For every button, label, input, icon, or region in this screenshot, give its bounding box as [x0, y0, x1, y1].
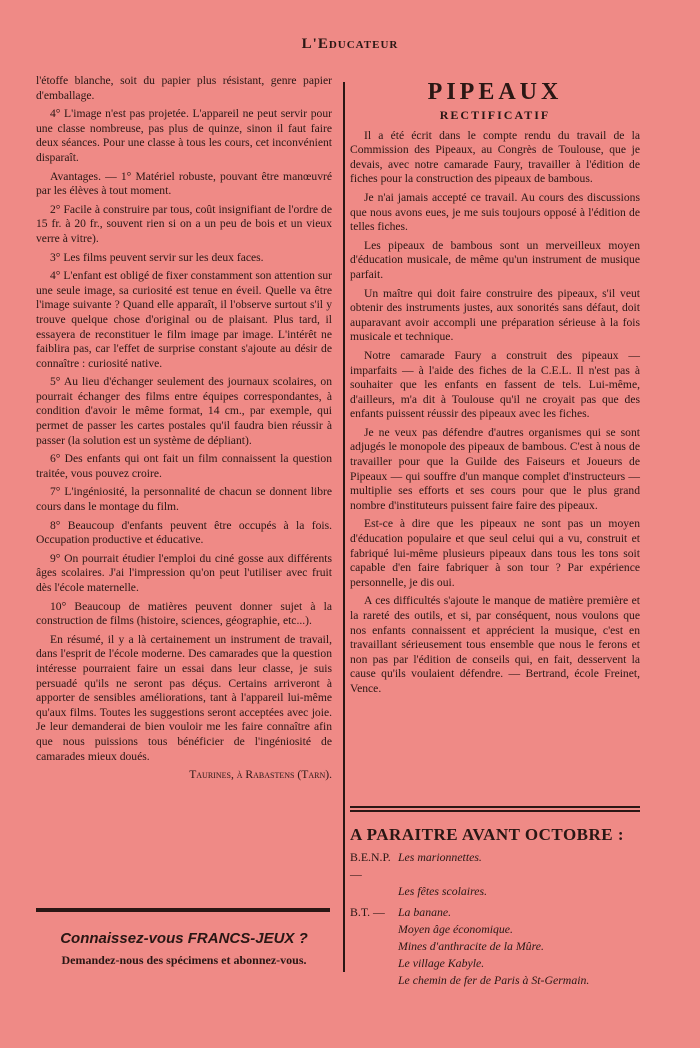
- left-signature: Taurines, à Rabastens (Tarn).: [189, 768, 332, 782]
- benp-item: Les marionnettes.: [398, 850, 482, 864]
- left-paragraph: 10° Beaucoup de matières peuvent donner sujet à la construction de films (histoire, sciences, géographie, etc...).: [36, 599, 332, 628]
- article-subtitle: RECTIFICATIF: [439, 108, 551, 122]
- left-paragraph: 8° Beaucoup d'enfants peuvent être occupés à la fois. Occupation productive et éducative.: [36, 518, 332, 547]
- right-paragraph: Notre camarade Faury a construit des pipeaux — imparfaits — à l'aide des fiches de la C.E.L. Il n'est pas à souhaiter que les enfants en fassent de tels. Lui-même, d'ailleurs, m'a dit à Toulouse qu'il ne croyait pas que des enfants puissent réussir des pipeaux avec les fiches.: [350, 348, 640, 421]
- left-paragraph: 6° Des enfants qui ont fait un film connaissent la question traitée, vous pouvez croire.: [36, 452, 332, 480]
- right-paragraph: Il a été écrit dans le compte rendu du travail de la Commission des Pipeaux, au Congrès de Toulouse, que je devais, avec notre camarade Faury, travailler à l'édition de fiches pour la construction des pipeaux de bambous.: [350, 128, 640, 186]
- benp-label: B.E.N.P. —: [350, 850, 391, 881]
- article-title: PIPEAUX: [427, 79, 563, 105]
- bt-item: La banane.: [398, 905, 452, 919]
- benp-row: [350, 849, 650, 883]
- right-column: [350, 74, 640, 701]
- left-paragraph: 4° L'enfant est obligé de fixer constamment son attention sur une seule image, sa curiosité est tenue en éveil. Quelle va être l'image suivante ? Quand elle apparaît, il l'observe surtout s'il y trouve quelque chose d'original ou de plaisant. Plus tard, il essayera de reconstituer le film image par image. L'intérêt ne faiblira pas, car l'effet de surprise constant s'ajoute au désir de connaître : curiosité native.: [36, 269, 333, 370]
- left-paragraph: En résumé, il y a là certainement un instrument de travail, dans l'esprit de l'école moderne. Des camarades que la question intéresse pourraient faire un essai dans leur classe, je suis persuadé qu'ils ne seront pas déçus. Certains arriveront à apporter de sensibles améliorations, tant à l'appareil lui-même qu'aux films. Toutes les suggestions seront acceptées avec joie. Je leur demanderai de bien vouloir me les faire connaître afin que nous puissions tous bénéficier de l'ingéniosité de camarades mieux doués.: [36, 632, 332, 763]
- bt-label: B.T. —: [350, 905, 385, 919]
- column-divider: [343, 82, 345, 972]
- benp-item: Les fêtes scolaires.: [398, 884, 488, 898]
- forthcoming-list: [350, 826, 650, 989]
- left-paragraph: l'étoffe blanche, soit du papier plus résistant, genre papier d'emballage.: [36, 74, 332, 102]
- right-paragraph: Un maître qui doit faire construire des pipeaux, s'il veut obtenir des instruments justes, aux sonorités sans défaut, doit auparavant avoir accompli une préparation sérieuse à la fois musicale et technique.: [350, 286, 640, 344]
- francs-jeux-ad: [36, 930, 332, 968]
- left-bottom-rule: [36, 908, 330, 912]
- bt-item: Mines d'anthracite de la Mûre.: [398, 939, 544, 953]
- left-paragraph: 9° On pourrait étudier l'emploi du ciné gosse aux différents âges scolaires. J'ai l'impression qu'on peut l'utiliser avec fruit dès l'école maternelle.: [36, 551, 332, 594]
- right-paragraph: A ces difficultés s'ajoute le manque de matière première et la rareté des outils, et si, par conséquent, nous voulons que nos enfants connaissent et apprécient la musique, c'est en travaillant sérieusement tous ensemble que nous le ferons et non pas par l'édition de conseils qui, en fait, desservent la cause qu'ils voulaient défendre. — Bertrand, école Freinet, Vence.: [350, 594, 640, 695]
- right-paragraph: Je n'ai jamais accepté ce travail. Au cours des discussions que nous avons eues, je me suis toujours opposé à l'édition de telles fiches.: [350, 190, 640, 234]
- bt-item: Le village Kabyle.: [398, 956, 485, 970]
- left-column: [36, 74, 332, 783]
- right-rule-bottom: [350, 810, 640, 812]
- bt-row: [350, 904, 650, 921]
- left-paragraph: 5° Au lieu d'échanger seulement des journaux scolaires, on pourrait échanger des films entre équipes correspondantes, à condition d'avoir le même format, 14 cm., par exemple, qui permet de passer les cartes postales qu'il faudra bien réussir à passer (la solution est un système de dépliant).: [36, 375, 332, 447]
- right-paragraph: Je ne veux pas défendre d'autres organismes qui se sont adjugés le monopole des pipeaux de bambous. C'est à nous de travailler pour que la Guilde des Faiseurs et Joueurs de Pipeaux — qui souffre d'un manque complet d'instructeurs — multiplie ses efforts et ses cours pour que le plus grand nombre d'instituteurs puissent faire faire des pipeaux.: [350, 425, 640, 512]
- forthcoming-heading: A PARAITRE AVANT OCTOBRE :: [350, 825, 625, 844]
- right-rule-top: [350, 806, 640, 808]
- ad-title: Connaissez-vous FRANCS-JEUX ?: [60, 930, 308, 947]
- right-paragraph: Est-ce à dire que les pipeaux ne sont pas un moyen d'éducation populaire et que seul celui qui a vu, construit et fabriqué lui-même plusieurs pipeaux dans tous les tons soit capable d'en faire fabriquer à son tour ? Par expérience personnelle, je dis oui.: [350, 517, 640, 589]
- bt-item: Le chemin de fer de Paris à St-Germain.: [398, 973, 590, 987]
- left-paragraph: 4° L'image n'est pas projetée. L'appareil ne peut servir pour une classe nombreuse, pas plus de quinze, sinon il faut faire deux séances. Pour une classe à tous les cours, cet inconvénient disparaît.: [36, 107, 332, 164]
- right-paragraph: Les pipeaux de bambous sont un merveilleux moyen d'éducation musicale, de même qu'un instrument de musique parfait.: [350, 238, 640, 281]
- bt-item: Moyen âge économique.: [398, 922, 513, 936]
- ad-subtitle: Demandez-nous des spécimens et abonnez-vous.: [61, 953, 307, 967]
- left-paragraph: 7° L'ingéniosité, la personnalité de chacun se donnent libre cours dans le montage du film.: [36, 485, 332, 514]
- left-paragraph: 3° Les films peuvent servir sur les deux faces.: [50, 250, 264, 264]
- left-paragraph: 2° Facile à construire par tous, coût insignifiant de l'ordre de 15 fr. à 20 fr., souvent rien si on a un peu de bois et un vieux verre à vitre).: [36, 202, 332, 245]
- left-paragraph: Avantages. — 1° Matériel robuste, pouvant être manœuvré par les élèves à tout moment.: [36, 169, 332, 198]
- running-title: L'Educateur: [301, 36, 399, 52]
